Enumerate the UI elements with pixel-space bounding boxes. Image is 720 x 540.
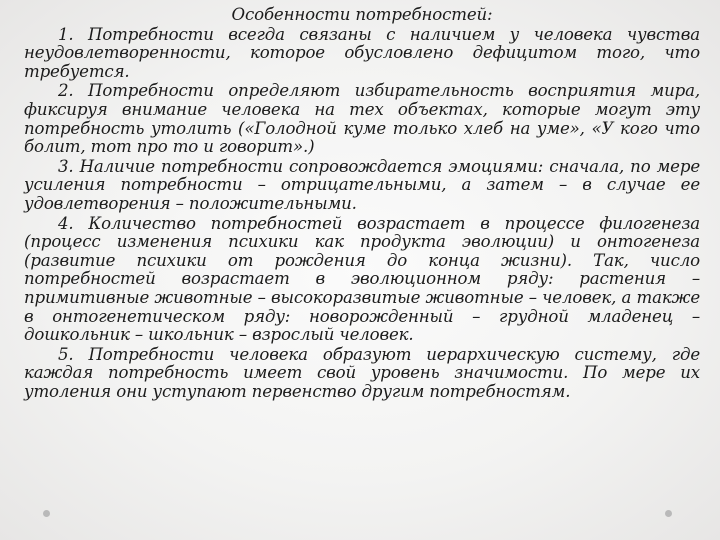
slide-content	[24, 6, 700, 402]
paragraph-4: 4. Количество потребностей возрастает в процессе филогенеза (процесс изменения психики как продукта эволюции) и онтогенеза (развитие психики от рождения до конца жизни). Так, число потребностей возрастает в эволюционном ряду: растения – примитивные животные – высокоразвитые животные – человек, а также в онтогенетическом ряду: новорожденный – грудной младенец – дошкольник – школьник – взрослый человек.	[24, 213, 700, 345]
paragraph-5: 5. Потребности человека образуют иерархическую систему, где каждая потребность имеет свой уровень значимости. По мере их утоления они уступают первенство другим потребностям.	[24, 344, 700, 401]
paragraph-2: 2. Потребности определяют избирательность восприятия мира, фиксируя внимание человека на тех объектах, которые могут эту потребность утолить («Голодной куме только хлеб на уме», «У кого что болит, тот про то и говорит».)	[24, 81, 700, 157]
slide-title: Особенности потребностей:	[231, 5, 493, 24]
decorative-dot-left	[43, 510, 50, 517]
decorative-dot-right	[665, 510, 672, 517]
paragraph-3: 3. Наличие потребности сопровождается эмоциями: сначала, по мере усиления потребности – отрицательными, а затем – в случае ее удовлетворения – положительными.	[24, 156, 700, 213]
paragraph-1: 1. Потребности всегда связаны с наличием у человека чувства неудовлетворенности, которое обусловлено дефицитом того, что требуется.	[24, 24, 700, 81]
